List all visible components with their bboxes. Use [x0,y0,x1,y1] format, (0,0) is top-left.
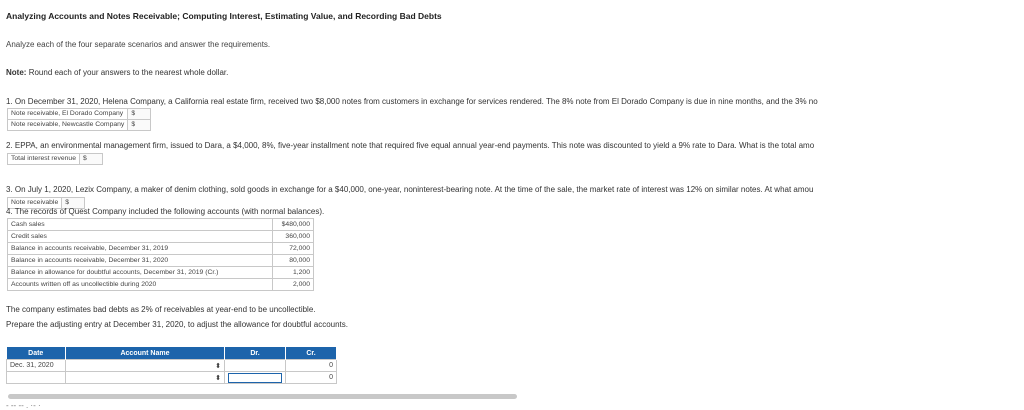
table-row [8,267,314,279]
debit-input-focused[interactable] [228,373,282,383]
answer-input-note-receivable[interactable]: $ [62,198,85,209]
table-row [8,255,314,267]
account-amount: 360,000 [273,231,314,243]
answer-input-total-interest[interactable]: $ [80,154,103,165]
credit-input[interactable]: 0 [286,360,337,372]
account-name-select[interactable] [66,360,225,372]
bad-debt-estimate-text: The company estimates bad debts as 2% of receivables at year-end to be uncollectible. [6,305,316,314]
answer-input-el-dorado[interactable]: $ [128,109,151,120]
debit-header: Dr. [225,347,286,360]
table-row [8,243,314,255]
answer-row [8,120,151,131]
note-text [6,68,228,77]
account-amount: 2,000 [273,279,314,291]
credit-header: Cr. [286,347,337,360]
account-name-header: Account Name [66,347,225,360]
account-label: Balance in accounts receivable, December 31, 2019 [8,243,273,255]
date-header: Date [7,347,66,360]
question-4-text: 4. The records of Quest Company included the following accounts (with normal balances). [6,207,325,216]
question-1-text: 1. On December 31, 2020, Helena Company, a California real estate firm, received two $8,000 notes from customers in exchange for services rendered. The 8% note from El Dorado Company is due in nine months, and the 3% no [6,97,818,106]
journal-row [7,360,337,372]
journal-date: Dec. 31, 2020 [7,360,66,372]
journal-header-row [7,347,337,360]
table-row [8,231,314,243]
journal-date [7,372,66,384]
account-label: Balance in accounts receivable, December 31, 2020 [8,255,273,267]
account-amount: 72,000 [273,243,314,255]
account-label: Cash sales [8,219,273,231]
question-3-text: 3. On July 1, 2020, Lezix Company, a maker of denim clothing, sold goods in exchange for a $40,000, one-year, noninterest-bearing note. At the time of the sale, the market rate of interest was 12% on similar notes. At what amou [6,185,814,194]
debit-input[interactable] [225,372,286,384]
debit-input[interactable] [225,360,286,372]
page-title: Analyzing Accounts and Notes Receivable; Computing Interest, Estimating Value, and Recording Bad Debts [6,11,442,21]
select-arrows-icon: ⬍ [215,374,221,382]
answer-row [8,154,103,165]
answer-label: Note receivable [8,198,62,209]
note-label: Note: [6,68,27,77]
clipped-trailing-text: - -- -- . ·- · [6,401,41,410]
table-row [8,279,314,291]
note-body: Round each of your answers to the nearest whole dollar. [28,68,229,77]
account-amount: 1,200 [273,267,314,279]
account-amount: $480,000 [273,219,314,231]
journal-row [7,372,337,384]
answer-input-newcastle[interactable]: $ [128,120,151,131]
answer-label: Total interest revenue [8,154,80,165]
answer-label: Note receivable, Newcastle Company [8,120,128,131]
question-2-text: 2. EPPA, an environmental management firm, issued to Dara, a $4,000, 8%, five-year installment note that required five equal annual year-end payments. This note was discounted to yield a 9% rate to Dara. What is the total amo [6,141,815,150]
question-2-answer-table [7,153,103,165]
instructions-text: Analyze each of the four separate scenarios and answer the requirements. [6,40,271,49]
account-name-select[interactable] [66,372,225,384]
account-label: Credit sales [8,231,273,243]
answer-row [8,109,151,120]
select-arrows-icon: ⬍ [215,362,221,370]
horizontal-scrollbar[interactable] [8,394,517,399]
question-1-answer-table [7,108,151,131]
credit-input[interactable]: 0 [286,372,337,384]
quest-accounts-table [7,218,314,291]
answer-label: Note receivable, El Dorado Company [8,109,128,120]
account-amount: 80,000 [273,255,314,267]
adjusting-entry-instruction: Prepare the adjusting entry at December 31, 2020, to adjust the allowance for doubtful accounts. [6,320,348,329]
table-row [8,219,314,231]
journal-entry-table [6,347,337,384]
account-label: Accounts written off as uncollectible during 2020 [8,279,273,291]
account-label: Balance in allowance for doubtful accounts, December 31, 2019 (Cr.) [8,267,273,279]
